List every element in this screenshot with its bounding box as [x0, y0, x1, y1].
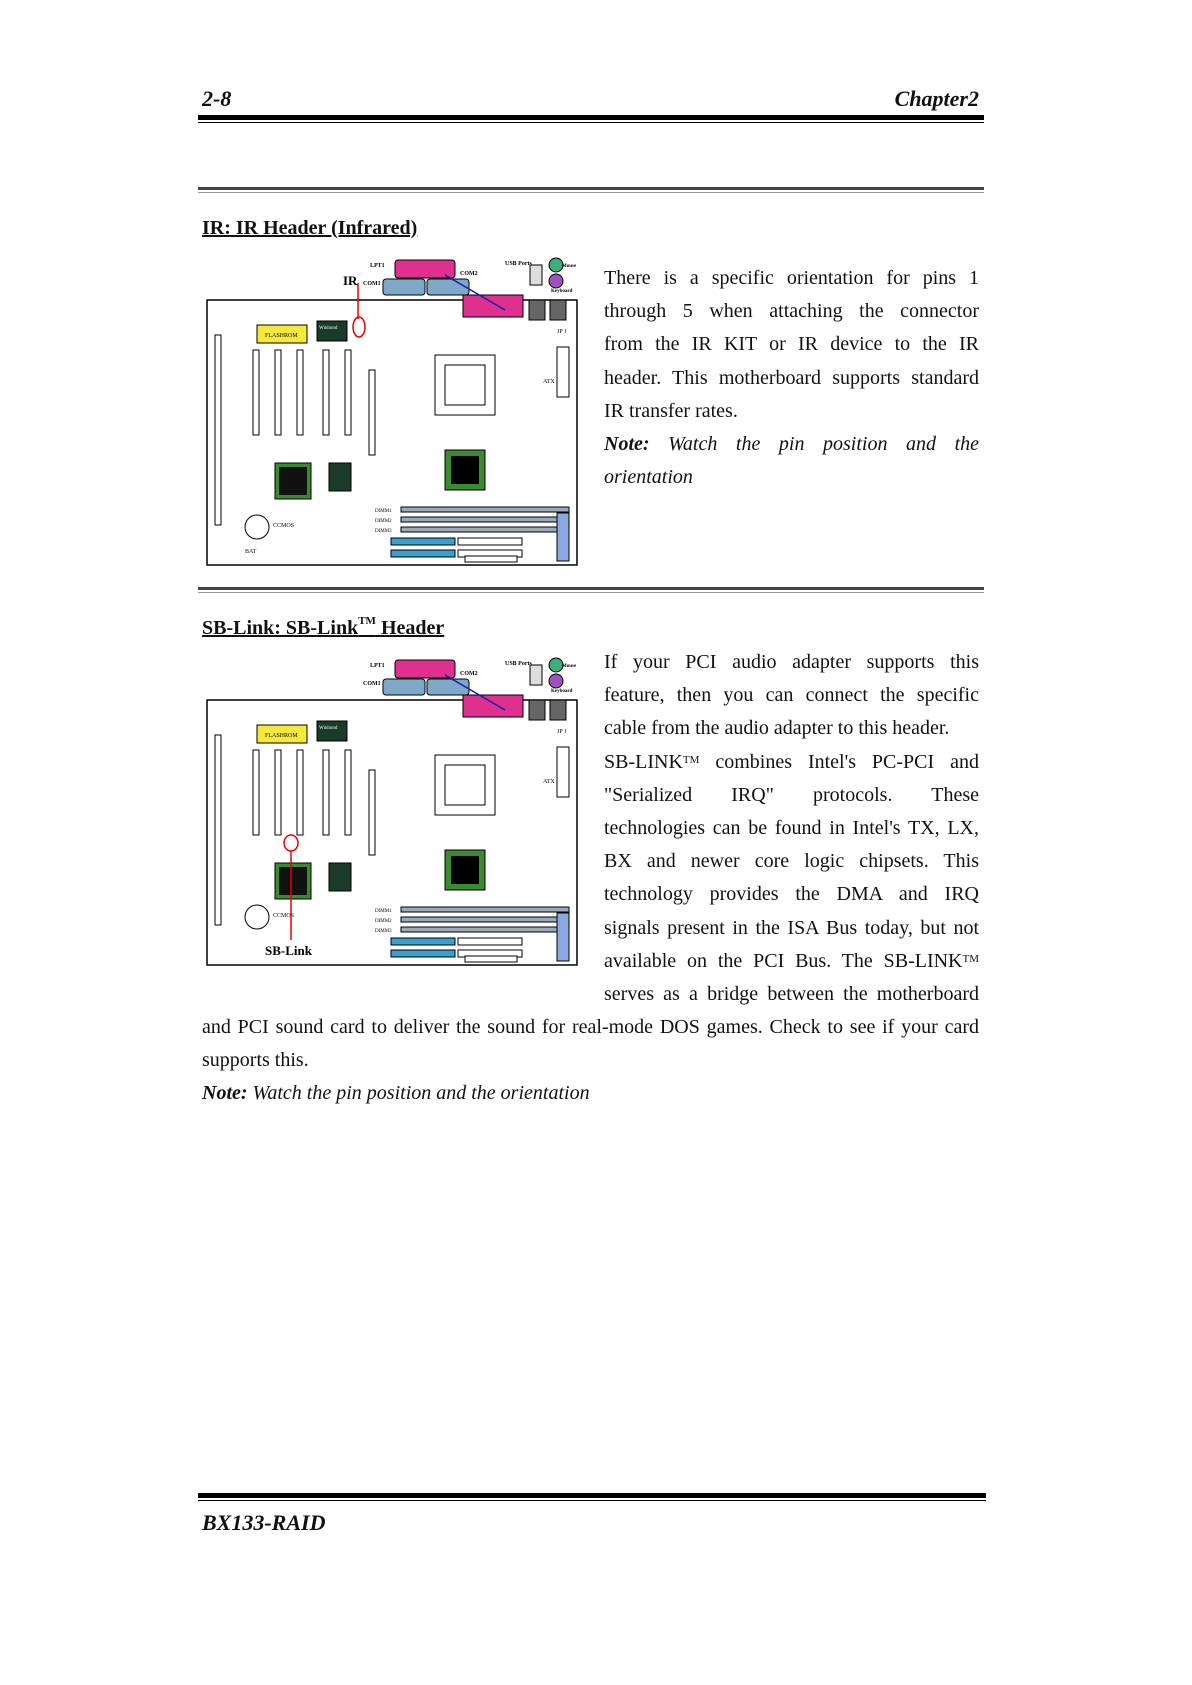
section-divider-thin [198, 592, 984, 593]
text-line: "Serialized IRQ" protocols. These [604, 783, 979, 806]
text-part: available on the PCI Bus. The SB-LINK [604, 949, 963, 972]
text-rest: combines Intel's PC-PCI and [699, 750, 979, 773]
note-line [202, 1077, 979, 1110]
text-line: technologies can be found in Intel's TX, LX, [604, 816, 979, 839]
usb-label: USB Ports [505, 261, 532, 267]
note-text: Watch the pin position and the orientation [252, 1082, 590, 1105]
lpt1-label: LPT1 [370, 663, 385, 669]
atx-label: ATX [543, 779, 555, 785]
mouse-label: Mouse [562, 264, 577, 269]
chapter-label: Chapter2 [894, 86, 979, 111]
text-line: feature, then you can connect the specific [604, 684, 979, 707]
title-part: Header [375, 617, 445, 639]
bat-label: BAT [245, 549, 257, 555]
text-line: through 5 when attaching the connector [604, 300, 979, 323]
ccmos-label: CCMOS [273, 523, 295, 529]
section-divider [198, 587, 984, 590]
dimm2-label: DIMM2 [375, 519, 392, 524]
note-line-2: orientation [604, 466, 693, 489]
winbond-label: Winbond [319, 726, 338, 731]
ccmos-label: CCMOS [273, 913, 295, 919]
note-label: Note: [604, 432, 650, 455]
usb-label: USB Ports [505, 661, 532, 667]
section-divider [198, 187, 984, 190]
footer-model: BX133-RAID [202, 1510, 326, 1535]
lpt1-label: LPT1 [370, 263, 385, 269]
section-divider-thin [198, 192, 984, 193]
header-rule-thin [198, 122, 984, 123]
section-title-ir: IR: IR Header (Infrared) [202, 217, 418, 239]
com2-label: COM2 [460, 271, 478, 277]
sblink-description [604, 646, 979, 1011]
footer-rule [198, 1493, 986, 1498]
keyboard-label: Keyboard [551, 289, 573, 294]
footer-rule-thin [198, 1500, 986, 1501]
page-number: 2-8 [202, 86, 232, 111]
ir-description [604, 262, 979, 494]
text-line: signals present in the ISA Bus today, but not [604, 916, 979, 939]
motherboard-svg [205, 655, 583, 967]
text-line: and PCI sound card to deliver the sound for real-mode DOS games. Check to see if your card [202, 1016, 979, 1038]
dimm3-label: DIMM3 [375, 929, 392, 934]
jp1-label: JP 1 [557, 329, 567, 335]
winbond-label: Winbond [319, 326, 338, 331]
dimm1-label: DIMM1 [375, 909, 392, 914]
note-label: Note: [202, 1082, 248, 1105]
text-line [604, 945, 979, 978]
text-line: IR transfer rates. [604, 399, 738, 422]
com1-label: COM1 [363, 281, 381, 287]
text-line: header. This motherboard supports standard [604, 366, 979, 389]
text-line: supports this. [202, 1049, 309, 1072]
tm-mark: TM [962, 952, 979, 965]
text-line: If your PCI audio adapter supports this [604, 651, 979, 673]
text-line: BX and newer core logic chipsets. This [604, 850, 979, 873]
com2-label: COM2 [460, 671, 478, 677]
title-part: SB-Link: SB-Link [202, 617, 359, 639]
note-line [604, 428, 979, 461]
keyboard-label: Keyboard [551, 689, 573, 694]
motherboard-diagram-sblink [205, 655, 583, 967]
tm-mark: TM [358, 615, 376, 627]
text-line: There is a specific orientation for pins 1 [604, 267, 979, 289]
header-rule [198, 115, 984, 120]
text-line: technology provides the DMA and IRQ [604, 883, 979, 906]
sblink-callout-label: SB-Link [265, 943, 312, 958]
dimm1-label: DIMM1 [375, 509, 392, 514]
mouse-label: Mouse [562, 664, 577, 669]
motherboard-svg [205, 255, 583, 567]
section-title-sblink [202, 617, 444, 640]
text-line: cable from the audio adapter to this header. [604, 717, 950, 740]
dimm2-label: DIMM2 [375, 919, 392, 924]
com1-label: COM1 [363, 681, 381, 687]
sblink-description-full [202, 1011, 979, 1111]
flashrom-label: FLASHROM [265, 733, 298, 739]
flashrom-label: FLASHROM [265, 333, 298, 339]
note-text: Watch the pin position and the [668, 432, 980, 455]
text-line: from the IR KIT or IR device to the IR [604, 333, 979, 356]
tm-mark: TM [682, 753, 700, 766]
motherboard-diagram-ir [205, 255, 583, 567]
jp1-label: JP 1 [557, 729, 567, 735]
atx-label: ATX [543, 379, 555, 385]
ir-callout-label: IR [343, 273, 358, 288]
text-line [604, 746, 979, 779]
dimm3-label: DIMM3 [375, 529, 392, 534]
text-line: serves as a bridge between the motherboard [604, 982, 979, 1005]
sblink-word: SB-LINK [604, 750, 683, 773]
